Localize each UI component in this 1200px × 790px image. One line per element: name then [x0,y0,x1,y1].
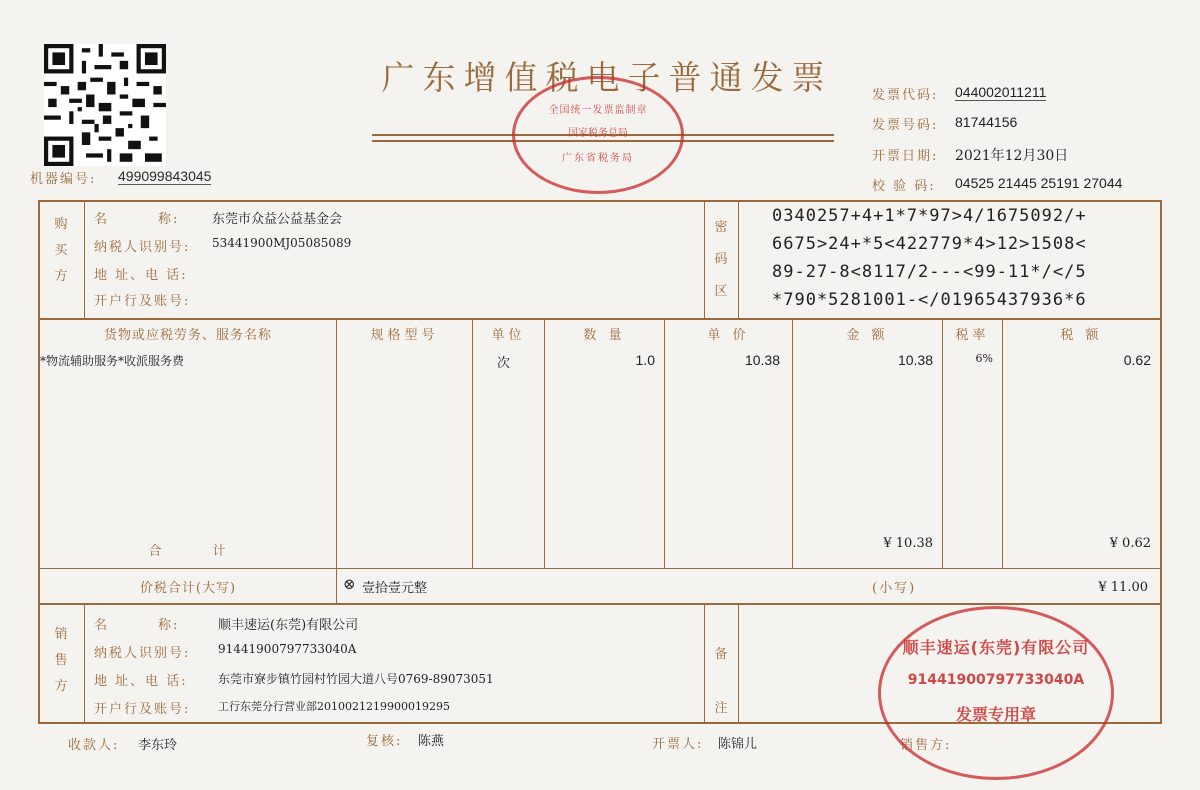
seller-name: 顺丰速运(东莞)有限公司 [218,618,359,633]
cipher-line: 0340257+4+1*7*97>4/1675092/+ [772,206,1087,226]
cipher-line: 6675>24+*5<422779*4>12>1508< [772,234,1087,254]
payee-label: 收款人: [68,738,120,753]
issuer: 陈锦儿 [718,737,758,752]
buyer-name: 东莞市众益公益基金会 [212,212,343,227]
stamp-tax-id: 91441900797733040A [907,672,1085,688]
stamp-text: 广东省税务局 [562,153,634,164]
remarks-side-char: 备 [714,647,728,662]
col-header-amount: 金 额 [846,328,889,343]
total-amount: ¥ 10.38 [883,536,933,551]
item-amount: 10.38 [897,352,933,368]
total-label: 合 计 [148,544,228,559]
sum-caps-value: 壹拾壹元整 [362,581,428,596]
seller-name-label: 名 称: [94,618,180,633]
buyer-name-label: 名 称: [94,212,180,227]
total-tax: ¥ 0.62 [1109,536,1151,551]
invoice-date: 2021年12月30日 [955,148,1069,164]
sum-small-label: (小写) [872,581,917,596]
check-label: 校 验 码: [872,179,936,194]
number-label: 发票号码: [872,118,939,133]
item-tax: 0.62 [1123,352,1151,368]
machine-no-label: 机器编号: [30,172,97,187]
payee: 李东玲 [138,738,178,753]
cipher-line: 89-27-8<8117/2---<99-11*/</5 [772,262,1087,282]
cipher-side-char: 区 [714,284,728,299]
col-header-unit: 单位 [491,328,526,343]
seller-side-char: 方 [54,679,68,694]
col-header-price: 单 价 [707,328,750,343]
invoice-code: 044002011211 [955,84,1047,100]
company-seal-stamp [878,606,1114,780]
seller-sign-label: 销售方: [900,738,952,753]
machine-no: 499099843045 [118,168,212,184]
date-label: 开票日期: [872,149,939,164]
cipher-line: *790*5281001-</01965437936*6 [772,290,1087,310]
col-header-qty: 数 量 [583,328,626,343]
sum-small-value: ¥ 11.00 [1098,580,1148,595]
item-price: 10.38 [744,352,780,368]
seller-addr-label: 地 址、电 话: [94,674,188,689]
item-rate: 6% [975,352,993,365]
cross-circle-icon: ⊗ [343,575,356,593]
invoice-number: 81744156 [955,114,1018,130]
buyer-side-char: 买 [54,243,68,258]
invoice-title: 广东增值税电子普通发票 [381,58,833,97]
code-label: 发票代码: [872,88,939,103]
cipher-side-char: 密 [714,220,728,235]
seller-addr: 东莞市寮步镇竹园村竹园大道八号0769-89073051 [218,672,494,686]
seller-side-char: 售 [54,653,68,668]
seller-bank: 工行东莞分行营业部2010021219900019295 [218,700,450,713]
buyer-side-char: 方 [54,269,68,284]
stamp-text: 国家税务总局 [568,128,628,139]
sum-caps-label: 价税合计(大写) [139,581,237,596]
item-qty: 1.0 [635,352,655,368]
stamp-text: 全国统一发票监制章 [548,105,648,116]
buyer-addr-label: 地 址、电 话: [94,268,188,283]
check-code: 04525 21445 25191 27044 [955,175,1123,191]
stamp-sub: 发票专用章 [955,705,1036,724]
reviewer-label: 复核: [366,734,403,749]
col-header-spec: 规格型号 [370,328,439,343]
buyer-bank-label: 开户行及账号: [94,294,191,309]
item-unit: 次 [497,356,511,371]
buyer-taxid: 53441900MJ05085089 [212,236,352,250]
col-header-name: 货物或应税劳务、服务名称 [103,328,272,343]
cipher-side-char: 码 [714,252,728,267]
stamp-company-name: 顺丰速运(东莞)有限公司 [902,638,1090,657]
seller-taxid-label: 纳税人识别号: [94,646,191,661]
reviewer: 陈燕 [418,734,445,749]
seller-taxid: 91441900797733040A [218,642,357,656]
buyer-side-char: 购 [54,217,68,232]
col-header-rate: 税率 [955,328,990,343]
tax-bureau-stamp [512,76,684,194]
col-header-tax: 税 额 [1060,328,1103,343]
qr-code [44,44,166,166]
item-name: *物流辅助服务*收派服务费 [40,354,185,368]
seller-side-char: 销 [54,627,68,642]
remarks-side-char: 注 [714,701,728,716]
issuer-label: 开票人: [652,737,704,752]
buyer-taxid-label: 纳税人识别号: [94,240,191,255]
seller-bank-label: 开户行及账号: [94,702,191,717]
